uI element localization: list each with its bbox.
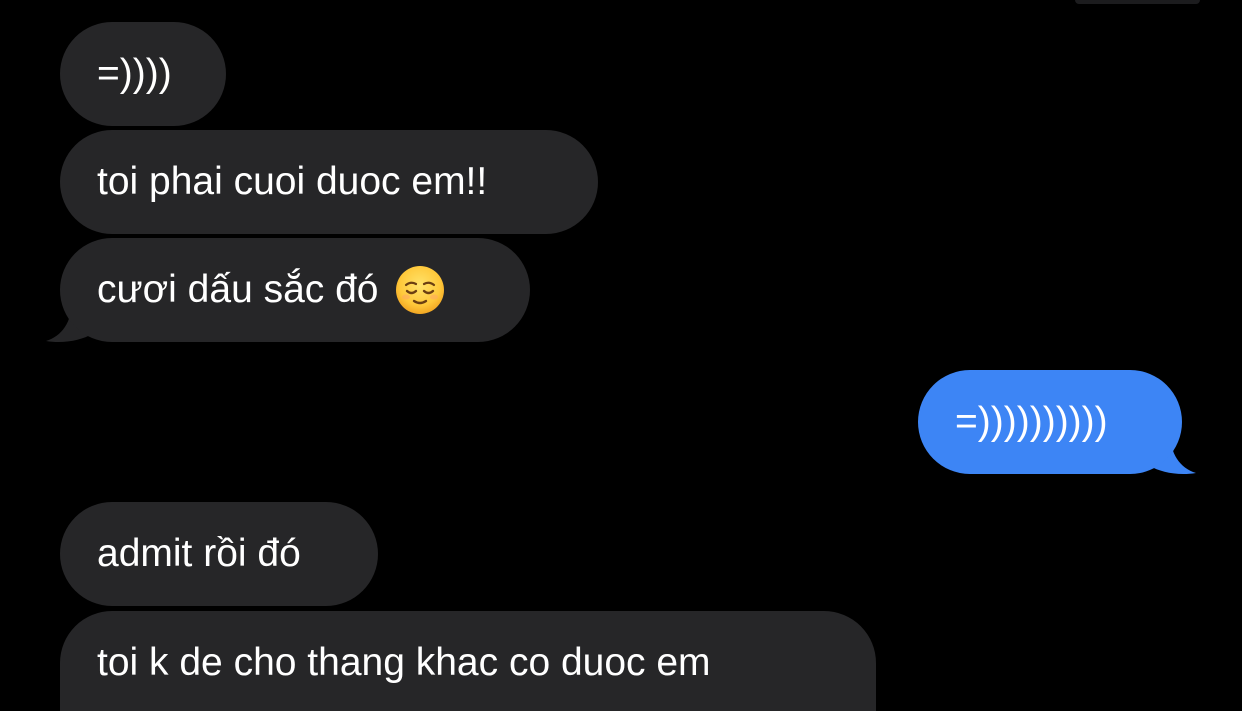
incoming-message-bubble[interactable] xyxy=(60,611,876,711)
message-text: toi phai cuoi duoc em!! xyxy=(97,160,488,203)
incoming-message-bubble[interactable] xyxy=(60,130,598,234)
incoming-message-bubble[interactable] xyxy=(60,238,530,342)
message-text: admit rồi đó xyxy=(97,532,301,575)
incoming-message-bubble[interactable] xyxy=(60,502,378,606)
message-text: =)))))))))) xyxy=(955,400,1108,443)
outgoing-message-bubble[interactable] xyxy=(918,370,1182,474)
relieved-face-icon xyxy=(395,265,445,315)
incoming-message-bubble[interactable] xyxy=(60,22,226,126)
message-text: toi k de cho thang khac co duoc em xyxy=(97,641,711,684)
message-text: cươi dấu sắc đó xyxy=(97,268,379,311)
message-text: =)))) xyxy=(97,52,172,95)
header-edge xyxy=(1075,0,1200,4)
